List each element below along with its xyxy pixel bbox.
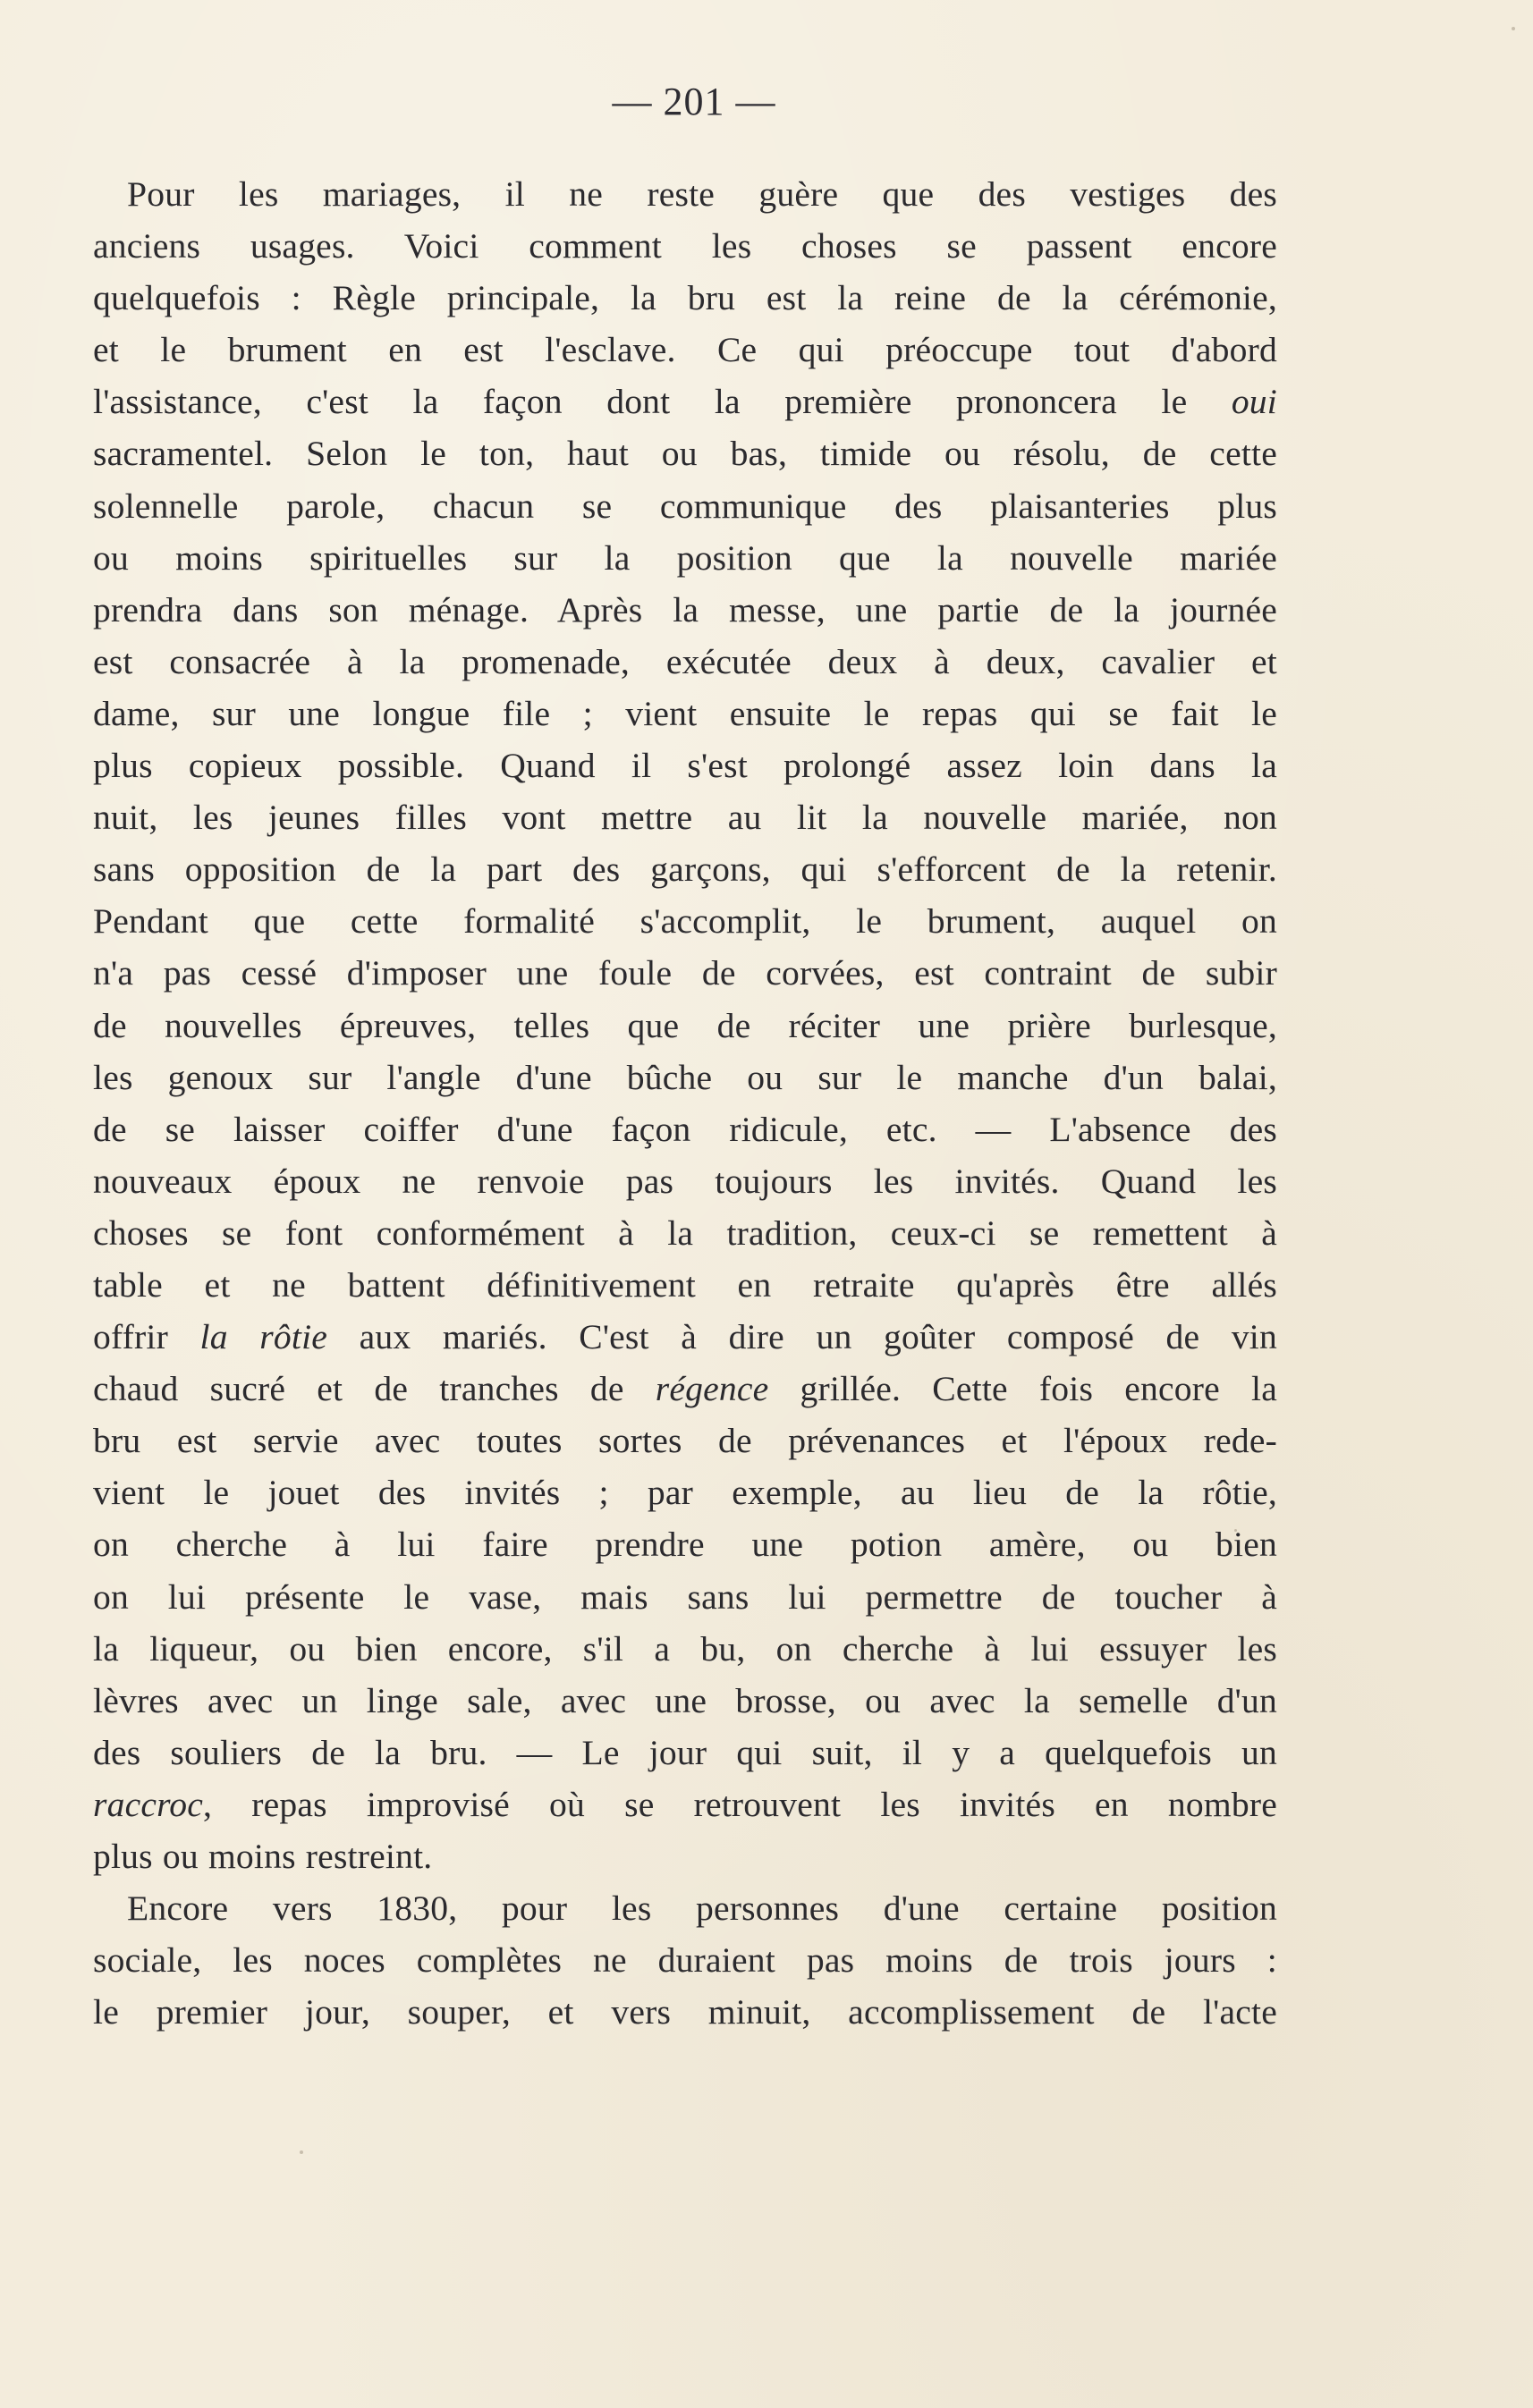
text-line: plus ou moins restreint. — [93, 1837, 433, 1876]
text-line: on cherche à lui faire prendre une potion amère, ou bien — [93, 1525, 1277, 1565]
text-line: bru est servie avec toutes sortes de prévenances et l'époux rede- — [93, 1421, 1277, 1461]
text-line: la liqueur, ou bien encore, s'il a bu, on cherche à lui essuyer les — [93, 1628, 1277, 1669]
text-line: est consacrée à la promenade, exécutée deux à deux, cavalier et — [93, 641, 1277, 681]
paper-speck — [300, 2150, 303, 2154]
text-line: on lui présente le vase, mais sans lui permettre de toucher à — [93, 1576, 1277, 1617]
text-line: prendra dans son ménage. Après la messe, une partie de la journée — [93, 589, 1277, 629]
text-line: Encore vers 1830, pour les personnes d'une certaine position — [127, 1888, 1277, 1929]
text-line: et le brument en est l'esclave. Ce qui préoccupe tout d'abord — [93, 330, 1277, 370]
page-number: — 201 — — [612, 80, 776, 123]
text-line: ou moins spirituelles sur la position que la nouvelle mariée — [93, 537, 1277, 578]
italic-word-regence: régence — [655, 1369, 769, 1409]
text-line: table et ne battent définitivement en retraite qu'après être allés — [93, 1264, 1277, 1305]
text-segment: chaud sucré et de tranches de — [93, 1369, 656, 1409]
text-line: le premier jour, souper, et vers minuit, accomplissement de l'acte — [93, 1992, 1277, 2032]
text-line: lèvres avec un linge sale, avec une brosse, ou avec la semelle d'un — [93, 1680, 1277, 1720]
text-line: de nouvelles épreuves, telles que de réciter une prière burlesque, — [93, 1005, 1277, 1045]
text-line: solennelle parole, chacun se communique des plaisanteries plus — [93, 486, 1277, 526]
text-line — [93, 1311, 1277, 1363]
text-segment: , repas improvisé où se retrouvent les invités en nombre — [203, 1784, 1277, 1824]
text-line: sacramentel. Selon le ton, haut ou bas, timide ou résolu, de cette — [93, 434, 1277, 474]
text-line: sociale, les noces complètes ne duraient pas moins de trois jours : — [93, 1940, 1277, 1981]
text-line: vient le jouet des invités ; par exemple, au lieu de la rôtie, — [93, 1473, 1277, 1513]
text-line: nuit, les jeunes filles vont mettre au lit la nouvelle mariée, non — [93, 798, 1277, 838]
text-line: quelquefois : Règle principale, la bru est la reine de la cérémonie, — [93, 278, 1277, 318]
text-line: dame, sur une longue file ; vient ensuite le repas qui se fait le — [93, 693, 1277, 733]
text-line: plus copieux possible. Quand il s'est prolongé assez loin dans la — [93, 746, 1277, 786]
text-line — [93, 1363, 1277, 1415]
text-line — [93, 376, 1277, 427]
text-line: sans opposition de la part des garçons, qui s'efforcent de la retenir. — [93, 849, 1277, 890]
text-segment: aux mariés. C'est à dire un goûter composé de vin — [327, 1317, 1277, 1357]
paper-speck — [1234, 1529, 1237, 1532]
text-segment: grillée. Cette fois encore la — [768, 1369, 1277, 1409]
text-segment: offrir — [93, 1317, 200, 1357]
body-text — [93, 168, 1277, 2038]
text-line: de se laisser coiffer d'une façon ridicule, etc. — L'absence des — [93, 1109, 1277, 1149]
text-line: Pour les mariages, il ne reste guère que des vestiges des — [127, 174, 1277, 214]
text-line: nouveaux époux ne renvoie pas toujours les invités. Quand les — [93, 1161, 1277, 1201]
paper-speck — [1512, 27, 1515, 30]
italic-phrase-la-rotie: la rôtie — [199, 1317, 328, 1357]
text-line: anciens usages. Voici comment les choses se passent encore — [93, 226, 1277, 266]
text-line — [93, 1779, 1277, 1830]
italic-word-oui: oui — [1231, 382, 1277, 422]
italic-word-raccroc: raccroc — [93, 1784, 204, 1824]
text-line: les genoux sur l'angle d'une bûche ou sur le manche d'un balai, — [93, 1057, 1277, 1097]
text-line: Pendant que cette formalité s'accomplit, le brument, auquel on — [93, 901, 1277, 942]
text-line: n'a pas cessé d'imposer une foule de corvées, est contraint de subir — [93, 953, 1277, 993]
text-segment: l'assistance, c'est la façon dont la première prononcera le — [93, 382, 1232, 422]
text-line: des souliers de la bru. — Le jour qui suit, il y a quelquefois un — [93, 1732, 1277, 1772]
text-line: choses se font conformément à la tradition, ceux-ci se remettent à — [93, 1212, 1277, 1253]
